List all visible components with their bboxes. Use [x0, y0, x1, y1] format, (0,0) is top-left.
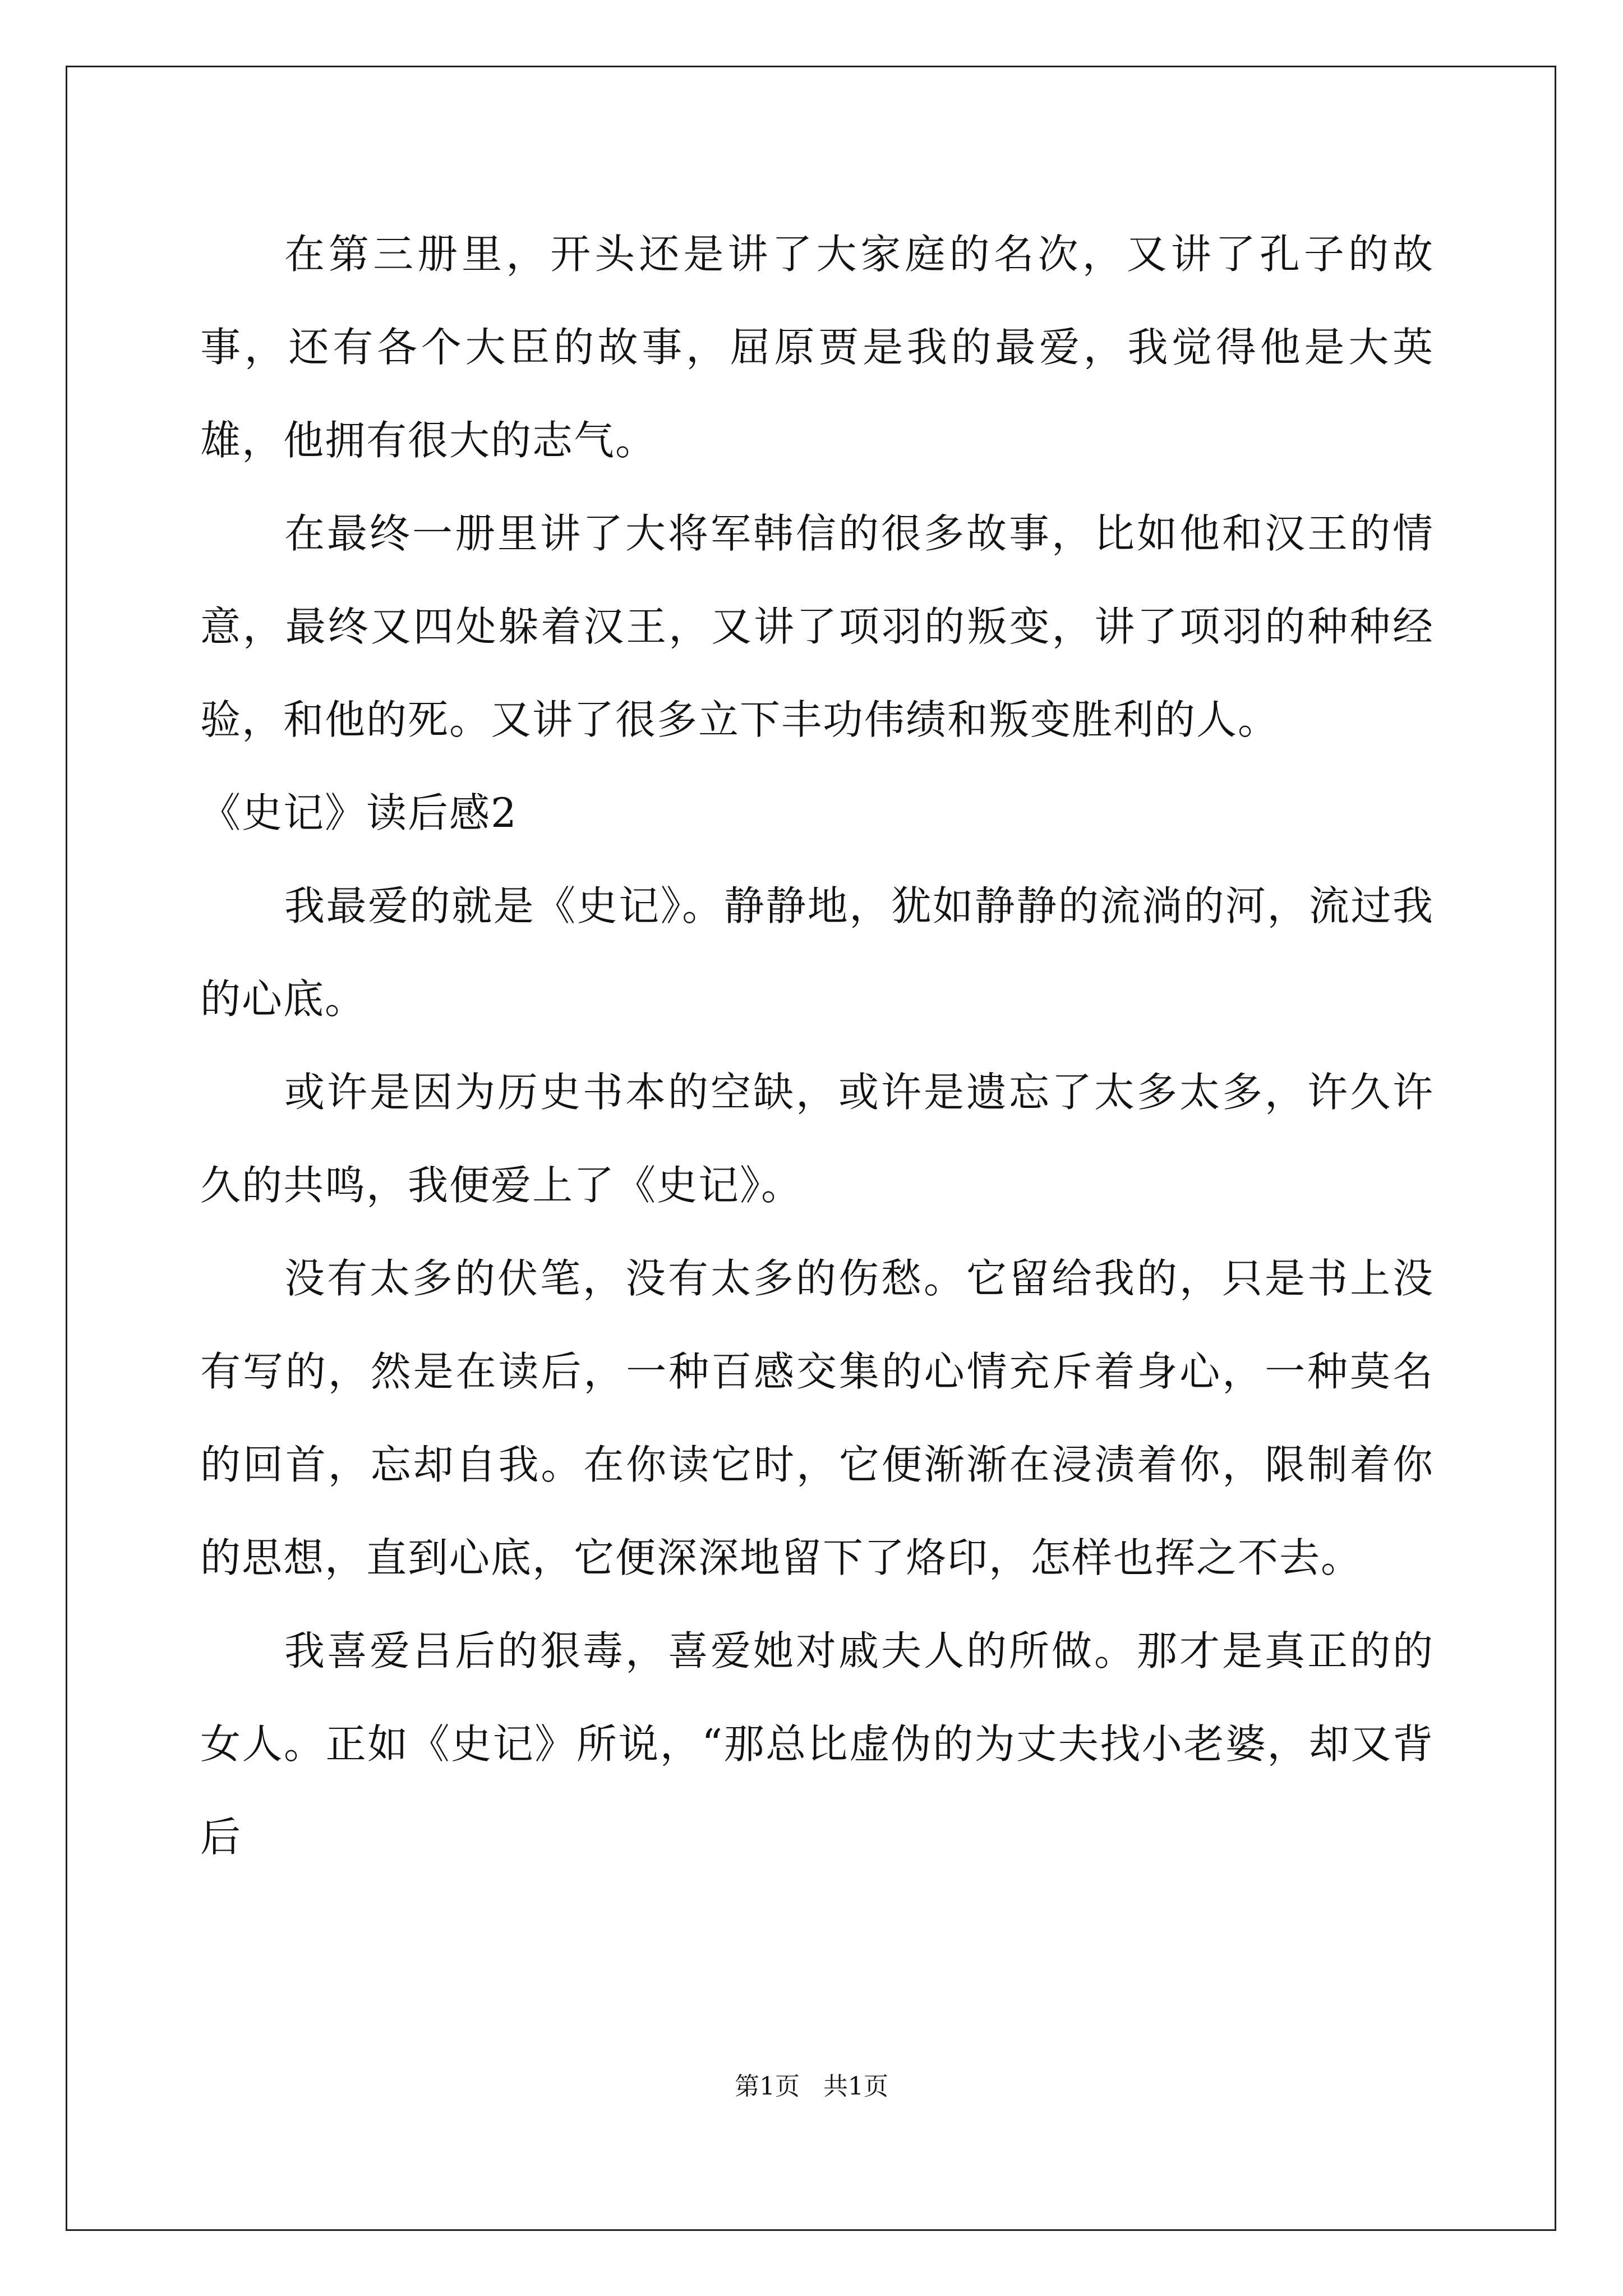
paragraph: 没有太多的伏笔，没有太多的伤愁。它留给我的，只是书上没有写的，然是在读后，一种百感交集的心情充斥着身心，一种莫名的回首，忘却自我。在你读它时，它便渐渐在浸渍着你，限制着你的思想，直到心底，它便深深地留下了烙印，怎样也挥之不去。	[200, 1255, 1434, 1581]
page-total: 共1页	[823, 2072, 888, 2101]
paragraph: 我最爱的就是《史记》。静静地，犹如静静的流淌的河，流过我的心底。	[200, 882, 1434, 1023]
paragraph: 我喜爱吕后的狠毒，喜爱她对戚夫人的所做。那才是真正的的女人。正如《史记》所说，“那总比虚伪的为丈夫找小老婆，却又背后	[200, 1627, 1434, 1861]
page-footer	[0, 2070, 1623, 2104]
section-heading: 《史记》读后感2	[200, 789, 518, 836]
paragraph: 或许是因为历史书本的空缺，或许是遗忘了太多太多，许久许久的共鸣，我便爱上了《史记》。	[200, 1069, 1434, 1209]
page-number: 第1页	[735, 2072, 800, 2101]
paragraph: 在第三册里，开头还是讲了大家庭的名次，又讲了孔子的故事，还有各个大臣的故事，屈原贾是我的最爱，我觉得他是大英雄，他拥有很大的志气。	[200, 231, 1434, 464]
document-body	[200, 208, 1434, 1884]
paragraph: 在最终一册里讲了大将军韩信的很多故事，比如他和汉王的情意，最终又四处躲着汉王，又讲了项羽的叛变，讲了项羽的种种经验，和他的死。又讲了很多立下丰功伟绩和叛变胜利的人。	[200, 510, 1434, 743]
